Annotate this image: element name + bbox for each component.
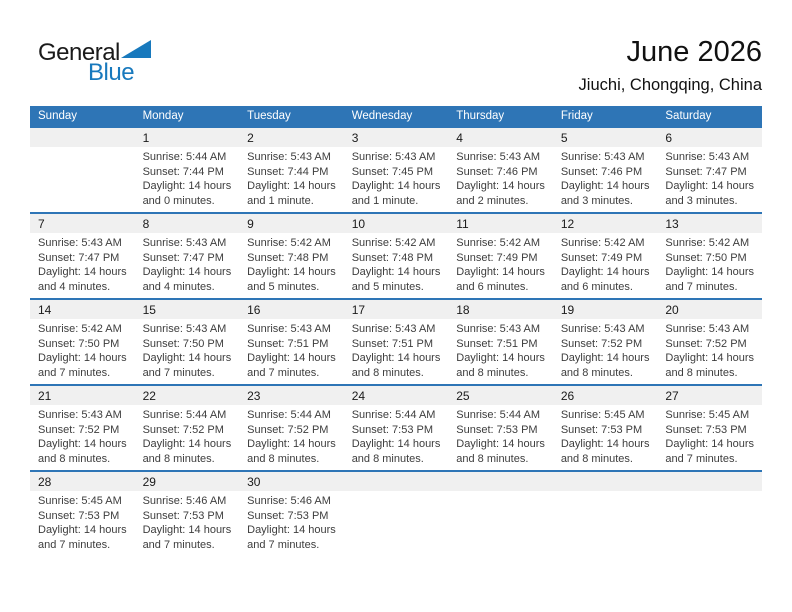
day-cell[interactable] xyxy=(448,127,553,213)
daylight-text: Daylight: 14 hours and 7 minutes. xyxy=(247,524,336,551)
sunrise-text: Sunrise: 5:46 AM xyxy=(247,495,331,507)
daylight-text: Daylight: 14 hours and 4 minutes. xyxy=(38,266,127,293)
day-details xyxy=(657,319,762,380)
daylight-text: Daylight: 14 hours and 8 minutes. xyxy=(560,352,650,379)
day-details xyxy=(135,319,240,380)
sunrise-text: Sunrise: 5:42 AM xyxy=(247,237,331,249)
sunset-text: Sunset: 7:52 PM xyxy=(38,423,120,436)
daylight-text: Daylight: 14 hours and 3 minutes. xyxy=(665,180,755,207)
empty-day-cell xyxy=(657,471,762,557)
day-number: 27 xyxy=(657,386,762,405)
day-details xyxy=(657,405,762,466)
day-cell[interactable] xyxy=(239,127,344,213)
sunrise-text: Sunrise: 5:43 AM xyxy=(142,237,227,249)
day-header-saturday: Saturday xyxy=(657,106,762,127)
week-row xyxy=(30,127,762,213)
sunrise-text: Sunrise: 5:44 AM xyxy=(142,151,227,163)
day-number: 14 xyxy=(30,300,135,319)
day-details xyxy=(448,319,553,380)
day-cell[interactable] xyxy=(135,471,240,557)
day-number xyxy=(344,472,449,491)
day-cell[interactable] xyxy=(553,213,658,299)
daylight-text: Daylight: 14 hours and 6 minutes. xyxy=(456,266,545,293)
day-cell[interactable] xyxy=(135,385,240,471)
sunset-text: Sunset: 7:47 PM xyxy=(665,165,747,178)
day-number xyxy=(657,472,762,491)
sunset-text: Sunset: 7:52 PM xyxy=(665,337,747,350)
daylight-text: Daylight: 14 hours and 8 minutes. xyxy=(456,352,545,379)
day-details xyxy=(239,147,344,208)
day-details xyxy=(135,405,240,466)
daylight-text: Daylight: 14 hours and 2 minutes. xyxy=(456,180,545,207)
day-cell[interactable] xyxy=(239,213,344,299)
sunset-text: Sunset: 7:51 PM xyxy=(247,337,329,350)
sunset-text: Sunset: 7:48 PM xyxy=(351,251,434,264)
day-number: 25 xyxy=(448,386,553,405)
sunset-text: Sunset: 7:52 PM xyxy=(142,423,224,436)
general-blue-logo xyxy=(38,40,151,85)
day-details xyxy=(553,319,658,380)
day-details xyxy=(344,405,449,466)
day-details xyxy=(448,405,553,466)
calendar-table xyxy=(30,106,762,557)
daylight-text: Daylight: 14 hours and 7 minutes. xyxy=(247,352,336,379)
sunset-text: Sunset: 7:53 PM xyxy=(456,423,538,436)
sunset-text: Sunset: 7:48 PM xyxy=(247,251,329,264)
daylight-text: Daylight: 14 hours and 8 minutes. xyxy=(142,438,232,465)
daylight-text: Daylight: 14 hours and 8 minutes. xyxy=(351,438,441,465)
day-number: 23 xyxy=(239,386,344,405)
day-details xyxy=(239,233,344,294)
sunset-text: Sunset: 7:47 PM xyxy=(142,251,224,264)
day-number: 29 xyxy=(135,472,240,491)
day-number: 7 xyxy=(30,214,135,233)
week-row xyxy=(30,471,762,557)
day-cell[interactable] xyxy=(657,127,762,213)
day-details xyxy=(239,405,344,466)
day-details xyxy=(30,319,135,380)
sunset-text: Sunset: 7:53 PM xyxy=(247,509,329,522)
day-number: 16 xyxy=(239,300,344,319)
week-row xyxy=(30,299,762,385)
day-number: 12 xyxy=(553,214,658,233)
sunrise-text: Sunrise: 5:43 AM xyxy=(456,151,541,163)
daylight-text: Daylight: 14 hours and 8 minutes. xyxy=(456,438,545,465)
day-details xyxy=(344,147,449,208)
sunset-text: Sunset: 7:44 PM xyxy=(142,165,224,178)
daylight-text: Daylight: 14 hours and 8 minutes. xyxy=(247,438,336,465)
day-number: 9 xyxy=(239,214,344,233)
sunset-text: Sunset: 7:52 PM xyxy=(247,423,329,436)
week-row xyxy=(30,213,762,299)
empty-day-cell xyxy=(30,127,135,213)
daylight-text: Daylight: 14 hours and 6 minutes. xyxy=(560,266,650,293)
day-details xyxy=(135,491,240,552)
daylight-text: Daylight: 14 hours and 8 minutes. xyxy=(351,352,441,379)
sunrise-text: Sunrise: 5:43 AM xyxy=(247,151,331,163)
day-number: 28 xyxy=(30,472,135,491)
day-number: 4 xyxy=(448,128,553,147)
daylight-text: Daylight: 14 hours and 1 minute. xyxy=(247,180,336,207)
day-details xyxy=(553,147,658,208)
day-details xyxy=(657,233,762,294)
day-cell[interactable] xyxy=(553,385,658,471)
day-number: 17 xyxy=(344,300,449,319)
day-details xyxy=(239,319,344,380)
sunrise-text: Sunrise: 5:43 AM xyxy=(38,409,122,421)
day-number: 5 xyxy=(553,128,658,147)
title-block xyxy=(579,36,762,95)
sunrise-text: Sunrise: 5:44 AM xyxy=(142,409,227,421)
day-details xyxy=(553,405,658,466)
day-header-friday: Friday xyxy=(553,106,658,127)
day-details xyxy=(553,233,658,294)
day-cell[interactable] xyxy=(553,299,658,385)
day-number: 20 xyxy=(657,300,762,319)
day-cell[interactable] xyxy=(239,299,344,385)
sunrise-text: Sunrise: 5:42 AM xyxy=(38,323,122,335)
day-number: 18 xyxy=(448,300,553,319)
day-details xyxy=(448,233,553,294)
sunrise-text: Sunrise: 5:42 AM xyxy=(456,237,541,249)
day-number: 11 xyxy=(448,214,553,233)
sunrise-text: Sunrise: 5:43 AM xyxy=(665,151,750,163)
sunrise-text: Sunrise: 5:43 AM xyxy=(351,323,436,335)
sunset-text: Sunset: 7:50 PM xyxy=(142,337,224,350)
sunset-text: Sunset: 7:50 PM xyxy=(665,251,747,264)
day-number: 24 xyxy=(344,386,449,405)
sunset-text: Sunset: 7:49 PM xyxy=(560,251,643,264)
sunrise-text: Sunrise: 5:42 AM xyxy=(351,237,436,249)
empty-day-cell xyxy=(448,471,553,557)
sunset-text: Sunset: 7:46 PM xyxy=(560,165,643,178)
day-number: 2 xyxy=(239,128,344,147)
day-cell[interactable] xyxy=(135,213,240,299)
sunrise-text: Sunrise: 5:43 AM xyxy=(665,323,750,335)
daylight-text: Daylight: 14 hours and 7 minutes. xyxy=(142,524,232,551)
day-cell[interactable] xyxy=(344,213,449,299)
sunrise-text: Sunrise: 5:45 AM xyxy=(560,409,645,421)
day-number xyxy=(448,472,553,491)
day-header-tuesday: Tuesday xyxy=(239,106,344,127)
day-cell[interactable] xyxy=(448,385,553,471)
day-number: 19 xyxy=(553,300,658,319)
day-cell[interactable] xyxy=(448,213,553,299)
day-details xyxy=(30,405,135,466)
day-number: 22 xyxy=(135,386,240,405)
day-cell[interactable] xyxy=(30,299,135,385)
day-cell[interactable] xyxy=(135,299,240,385)
day-details xyxy=(239,491,344,552)
daylight-text: Daylight: 14 hours and 7 minutes. xyxy=(38,524,127,551)
day-cell[interactable] xyxy=(344,299,449,385)
sunset-text: Sunset: 7:46 PM xyxy=(456,165,538,178)
day-number: 26 xyxy=(553,386,658,405)
day-cell[interactable] xyxy=(344,127,449,213)
day-header-thursday: Thursday xyxy=(448,106,553,127)
day-cell[interactable] xyxy=(30,471,135,557)
day-number: 10 xyxy=(344,214,449,233)
sunrise-text: Sunrise: 5:43 AM xyxy=(142,323,227,335)
daylight-text: Daylight: 14 hours and 3 minutes. xyxy=(560,180,650,207)
sunrise-text: Sunrise: 5:43 AM xyxy=(38,237,122,249)
daylight-text: Daylight: 14 hours and 8 minutes. xyxy=(665,352,755,379)
day-number: 21 xyxy=(30,386,135,405)
sunrise-text: Sunrise: 5:43 AM xyxy=(560,323,645,335)
sunset-text: Sunset: 7:44 PM xyxy=(247,165,329,178)
daylight-text: Daylight: 14 hours and 7 minutes. xyxy=(142,352,232,379)
day-header-sunday: Sunday xyxy=(30,106,135,127)
page-title: June 2026 xyxy=(626,36,762,68)
day-cell[interactable] xyxy=(30,213,135,299)
day-cell[interactable] xyxy=(657,385,762,471)
day-number: 30 xyxy=(239,472,344,491)
daylight-text: Daylight: 14 hours and 4 minutes. xyxy=(142,266,232,293)
sunset-text: Sunset: 7:47 PM xyxy=(38,251,120,264)
sunset-text: Sunset: 7:53 PM xyxy=(560,423,643,436)
logo-text-blue: Blue xyxy=(88,59,135,86)
sunset-text: Sunset: 7:53 PM xyxy=(38,509,120,522)
sunrise-text: Sunrise: 5:43 AM xyxy=(247,323,331,335)
sunset-text: Sunset: 7:53 PM xyxy=(142,509,224,522)
day-number: 8 xyxy=(135,214,240,233)
daylight-text: Daylight: 14 hours and 8 minutes. xyxy=(560,438,650,465)
daylight-text: Daylight: 14 hours and 1 minute. xyxy=(351,180,441,207)
day-header-row xyxy=(30,106,762,127)
day-cell[interactable] xyxy=(30,385,135,471)
day-details xyxy=(657,147,762,208)
daylight-text: Daylight: 14 hours and 5 minutes. xyxy=(247,266,336,293)
sunrise-text: Sunrise: 5:43 AM xyxy=(351,151,436,163)
day-cell[interactable] xyxy=(239,471,344,557)
day-cell[interactable] xyxy=(657,299,762,385)
day-number xyxy=(30,128,135,147)
daylight-text: Daylight: 14 hours and 7 minutes. xyxy=(38,352,127,379)
day-details xyxy=(135,147,240,208)
day-cell[interactable] xyxy=(239,385,344,471)
sunset-text: Sunset: 7:51 PM xyxy=(351,337,434,350)
day-header-wednesday: Wednesday xyxy=(344,106,449,127)
day-number: 1 xyxy=(135,128,240,147)
sunrise-text: Sunrise: 5:46 AM xyxy=(142,495,227,507)
daylight-text: Daylight: 14 hours and 5 minutes. xyxy=(351,266,441,293)
sunset-text: Sunset: 7:52 PM xyxy=(560,337,643,350)
logo-text-general: General xyxy=(38,39,120,66)
sunrise-text: Sunrise: 5:45 AM xyxy=(38,495,122,507)
day-cell[interactable] xyxy=(448,299,553,385)
day-number: 6 xyxy=(657,128,762,147)
day-number: 13 xyxy=(657,214,762,233)
sunset-text: Sunset: 7:49 PM xyxy=(456,251,538,264)
day-details xyxy=(30,491,135,552)
page-subtitle: Jiuchi, Chongqing, China xyxy=(578,76,762,94)
week-row xyxy=(30,385,762,471)
sunset-text: Sunset: 7:50 PM xyxy=(38,337,120,350)
day-details xyxy=(448,147,553,208)
day-cell[interactable] xyxy=(135,127,240,213)
sunset-text: Sunset: 7:53 PM xyxy=(665,423,747,436)
daylight-text: Daylight: 14 hours and 7 minutes. xyxy=(665,438,755,465)
daylight-text: Daylight: 14 hours and 8 minutes. xyxy=(38,438,127,465)
daylight-text: Daylight: 14 hours and 0 minutes. xyxy=(142,180,232,207)
sunset-text: Sunset: 7:51 PM xyxy=(456,337,538,350)
empty-day-cell xyxy=(553,471,658,557)
sunrise-text: Sunrise: 5:42 AM xyxy=(665,237,750,249)
sunrise-text: Sunrise: 5:44 AM xyxy=(351,409,436,421)
day-number xyxy=(553,472,658,491)
sunrise-text: Sunrise: 5:42 AM xyxy=(560,237,645,249)
day-details xyxy=(135,233,240,294)
calendar-body xyxy=(30,127,762,557)
sunrise-text: Sunrise: 5:43 AM xyxy=(560,151,645,163)
day-cell[interactable] xyxy=(657,213,762,299)
day-cell[interactable] xyxy=(344,385,449,471)
sunset-text: Sunset: 7:45 PM xyxy=(351,165,434,178)
empty-day-cell xyxy=(344,471,449,557)
day-number: 3 xyxy=(344,128,449,147)
day-cell[interactable] xyxy=(553,127,658,213)
sunrise-text: Sunrise: 5:45 AM xyxy=(665,409,750,421)
daylight-text: Daylight: 14 hours and 7 minutes. xyxy=(665,266,755,293)
day-header-monday: Monday xyxy=(135,106,240,127)
sunset-text: Sunset: 7:53 PM xyxy=(351,423,434,436)
sunrise-text: Sunrise: 5:43 AM xyxy=(456,323,541,335)
day-number: 15 xyxy=(135,300,240,319)
day-details xyxy=(344,233,449,294)
sunrise-text: Sunrise: 5:44 AM xyxy=(247,409,331,421)
sunrise-text: Sunrise: 5:44 AM xyxy=(456,409,541,421)
day-details xyxy=(30,233,135,294)
day-details xyxy=(344,319,449,380)
